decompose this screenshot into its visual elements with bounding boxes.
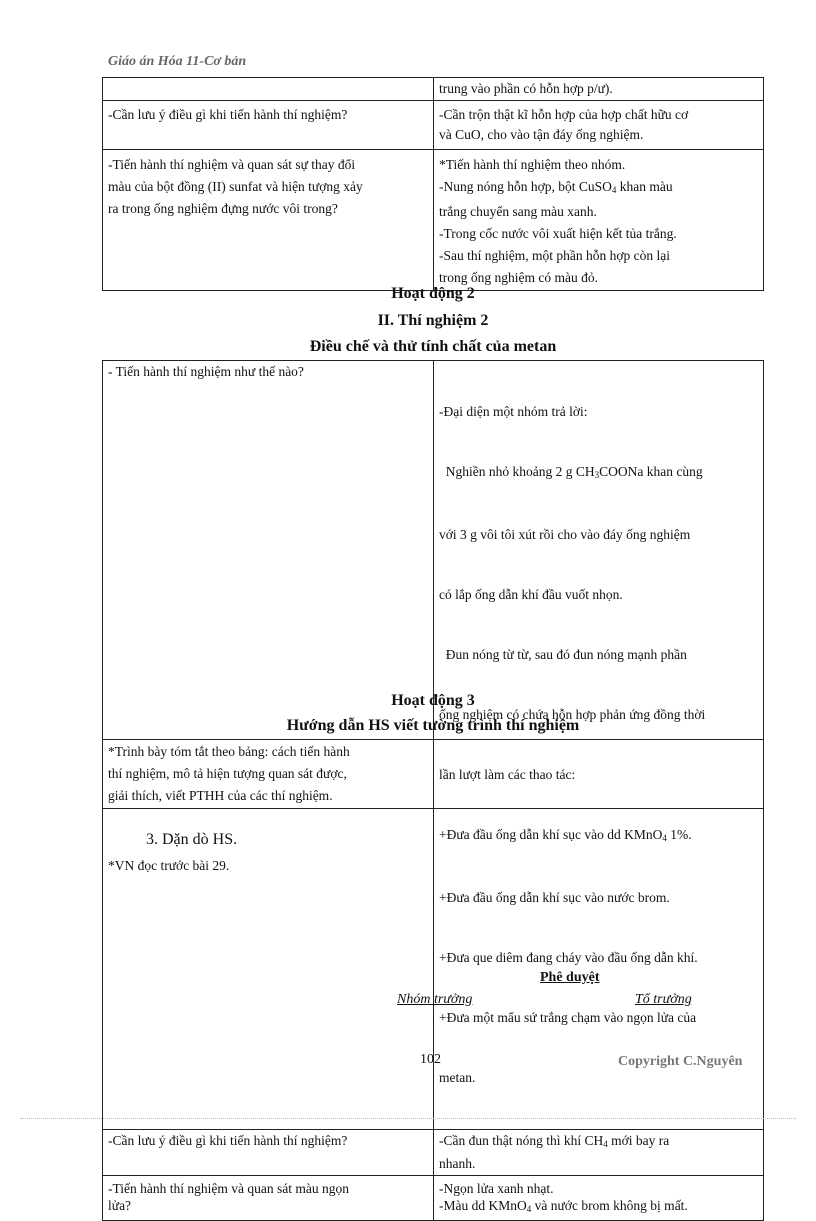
answer-cell [434,1176,764,1221]
group-leader-signature-label: Nhóm trưởng [397,992,473,1007]
experiment-2-heading: Điều chế và thử tính chất của metan [309,338,557,355]
table-row [103,740,764,809]
text-fragment: và nước brom không bị mất. [531,1198,688,1213]
answer-line: +Đưa que diêm đang cháy vào đầu ống dẫn khí. [439,950,698,965]
question-cell [103,740,434,809]
answer-cell [434,78,764,101]
question-line: - Tiến hành thí nghiệm như thế nào? [108,364,304,379]
answer-line: -Sau thí nghiệm, một phần hỗn hợp còn lại [439,248,670,263]
subscript: 4 [526,1204,532,1214]
answer-cell [434,101,764,150]
answer-line [439,1197,758,1218]
question-line: *Trình bày tóm tắt theo bảng: cách tiến hành [108,744,350,759]
question-cell [103,150,434,291]
activity-3-heading: Hướng dẫn HS viết tường trình thí nghiệm [286,717,580,734]
answer-line: -Trong cốc nước vôi xuất hiện kết tủa trắng. [439,226,677,241]
answer-line [439,176,758,201]
answer-line: +Đưa đầu ống dẫn khí sục vào nước brom. [439,890,670,905]
page-number: 102 [420,1052,441,1067]
experiment-1-table [102,77,764,291]
answer-line: nhanh. [439,1156,476,1171]
copyright-text: Copyright C.Nguyên [618,1054,743,1069]
answer-line: +Đưa một mẩu sứ trắng chạm vào ngọn lửa của [439,1010,697,1025]
question-line: -Tiến hành thí nghiệm và quan sát màu ngọn [108,1181,349,1196]
answer-line: -Đại diện một nhóm trả lời: [439,404,588,419]
subscript: 4 [662,833,667,843]
table-row [103,78,764,101]
footer-divider [20,1118,796,1119]
question-cell [103,101,434,150]
approval-title: Phê duyệt [540,970,600,985]
question-cell [103,1130,434,1176]
table-row [103,1176,764,1221]
subscript: 4 [611,185,617,195]
question-line: ra trong ống nghiệm đựng nước vôi trong? [108,201,338,216]
experiment-2-subtitle: II. Thí nghiệm 2 [377,312,489,329]
table-row [103,1130,764,1176]
answer-line: trắng chuyển sang màu xanh. [439,204,597,219]
report-guide-table [102,739,764,809]
activity-2-title: Hoạt động 2 [391,285,475,302]
answer-line [439,1131,758,1154]
activity-3-title: Hoạt động 3 [391,692,475,709]
text-fragment: khan màu [616,179,673,194]
answer-line [439,825,758,848]
question-line: -Cần lưu ý điều gì khi tiến hành thí nghiệm? [108,107,348,122]
question-cell [103,78,434,101]
table-row [103,101,764,150]
answer-line: metan. [439,1070,476,1085]
answer-line: với 3 g vôi tôi xút rồi cho vào đáy ống nghiệm [439,527,691,542]
question-line: giải thích, viết PTHH của các thí nghiệm. [108,788,333,803]
answer-line: -Ngọn lửa xanh nhạt. [439,1181,554,1196]
answer-line: lần lượt làm các thao tác: [439,767,576,782]
text-fragment: -Cần đun thật nóng thì khí CH [439,1133,604,1148]
answer-line: -Cần trộn thật kĩ hỗn hợp của hợp chất hữu cơ [439,107,689,122]
question-line: -Tiến hành thí nghiệm và quan sát sự thay đổi [108,157,356,172]
department-head-signature-label: Tổ trưởng [635,992,692,1007]
answer-line: có lắp ống dẫn khí đầu vuốt nhọn. [439,587,623,602]
section-3-title: 3. Dặn dò HS. [146,831,238,848]
text-fragment: mới bay ra [607,1133,670,1148]
answer-cell [434,740,764,809]
text-fragment: COONa khan cùng [599,464,703,479]
text-fragment: -Nung nóng hỗn hợp, bột CuSO [439,179,612,194]
text-fragment: Nghiền nhỏ khoảng 2 g CH [439,464,595,479]
text-fragment: 1%. [666,827,692,842]
text-fragment: -Màu dd KMnO [439,1198,527,1213]
answer-line: và CuO, cho vào tận đáy ống nghiệm. [439,127,644,142]
question-line: -Cần lưu ý điều gì khi tiến hành thí nghiệm? [108,1133,348,1148]
question-line: lửa? [108,1198,132,1213]
answer-cell [434,1130,764,1176]
answer-line: *Tiến hành thí nghiệm theo nhóm. [439,157,626,172]
answer-cell [434,150,764,291]
homework-note: *VN đọc trước bài 29. [108,858,230,873]
text-fragment: +Đưa đầu ống dẫn khí sục vào dd KMnO [439,827,663,842]
question-cell [103,1176,434,1221]
question-line: màu của bột đồng (II) sunfat và hiện tượng xảy [108,179,363,194]
subscript: 4 [603,1139,608,1149]
answer-line: Đun nóng từ từ, sau đó đun nóng mạnh phần [439,647,687,662]
answer-line: ống nghiệm có chứa hỗn hợp phản ứng đồng thời [439,707,706,722]
document-header-title: Giáo án Hóa 11-Cơ bản [108,54,247,69]
answer-line [439,462,758,485]
table-row [103,150,764,291]
question-line: thí nghiệm, mô tả hiện tượng quan sát được, [108,766,347,781]
answer-line: trong ống nghiệm có màu đỏ. [439,270,598,285]
answer-line: trung vào phần có hỗn hợp p/ư). [439,81,613,96]
subscript: 3 [594,470,600,480]
